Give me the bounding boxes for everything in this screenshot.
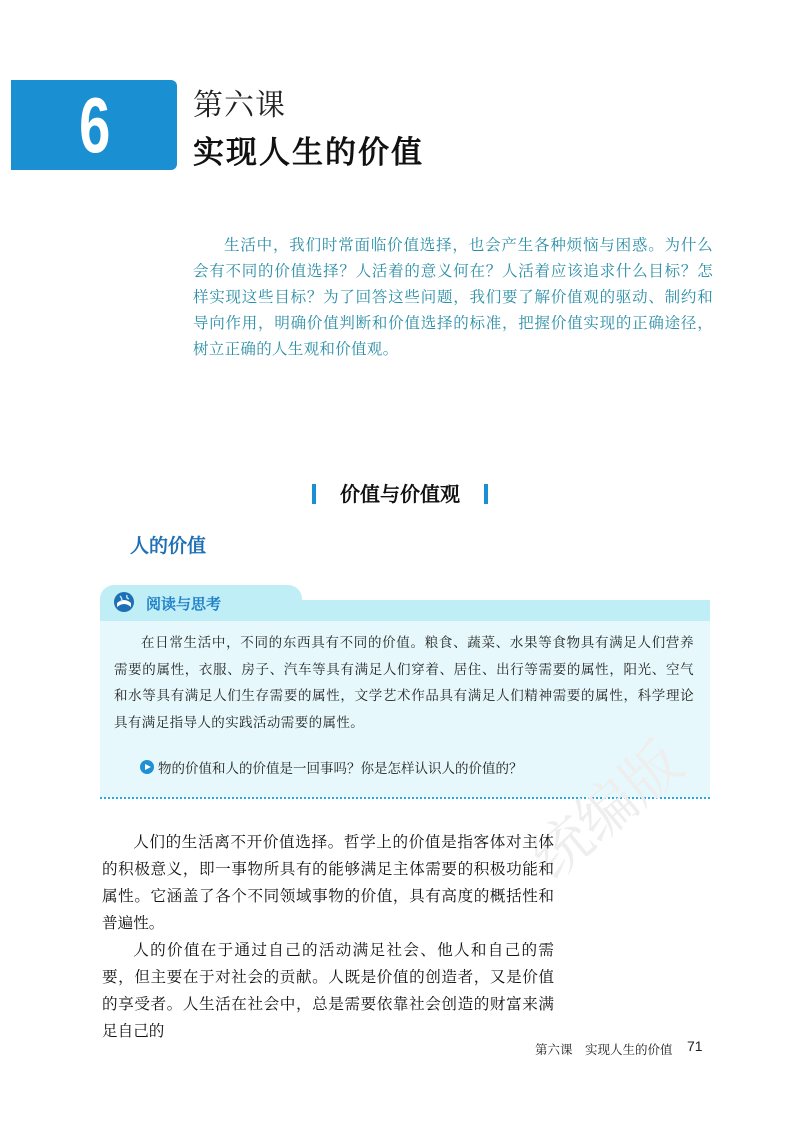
- subsection-title: 人的价值: [130, 535, 207, 557]
- globe-book-icon: [112, 590, 136, 614]
- dotted-divider: [100, 797, 710, 799]
- heading-bar-right: [484, 484, 488, 504]
- section-heading: [0, 478, 800, 507]
- reading-title: 阅读与思考: [146, 595, 222, 613]
- lesson-label: 第六课: [193, 88, 286, 123]
- reading-text: 在日常生活中，不同的东西具有不同的价值。粮食、蔬菜、水果等食物具有满足人们营养需要的属性，衣服、房子、汽车等具有满足人们穿着、居住、出行等需要的属性，阳光、空气和水等具有满足人们生存需要的属性，文学艺术作品具有满足人们精神需要的属性，科学理论具有满足指导人的实践活动需要的属性。: [114, 635, 694, 731]
- body-paragraph-1: 人们的生活离不开价值选择。哲学上的价值是指客体对主体的积极意义，即一事物所具有的能够满足主体需要的积极功能和属性。它涵盖了各个不同领域事物的价值，具有高度的概括性和普遍性。: [102, 833, 554, 932]
- play-arrow-icon: [140, 760, 154, 774]
- section-title: 价值与价值观: [340, 482, 460, 506]
- page-number: 71: [687, 1038, 703, 1054]
- footer-label: 第六课 实现人生的价值: [535, 1042, 673, 1057]
- watermark: 统编版: [518, 728, 696, 893]
- reading-question: [140, 757, 523, 777]
- lesson-number: 6: [79, 80, 109, 169]
- heading-bar-left: [312, 484, 316, 504]
- lesson-title: 实现人生的价值: [193, 135, 424, 171]
- question-text: 物的价值和人的价值是一回事吗？你是怎样认识人的价值的？: [158, 761, 523, 777]
- lesson-intro: 生活中，我们时常面临价值选择，也会产生各种烦恼与困惑。为什么会有不同的价值选择？人活着的意义何在？人活着应该追求什么目标？怎样实现这些目标？为了回答这些问题，我们要了解价值观的驱动、制约和导向作用，明确价值判断和价值选择的标准，把握价值实现的正确途径，树立正确的人生观和价值观。: [193, 236, 713, 358]
- body-paragraph-2: 人的价值在于通过自己的活动满足社会、他人和自己的需要，但主要在于对社会的贡献。人既是价值的创造者，又是价值的享受者。人生活在社会中，总是需要依靠社会创造的财富来满足自己的: [102, 941, 554, 1040]
- lesson-number-box: [11, 80, 177, 170]
- body-text: [102, 829, 554, 1045]
